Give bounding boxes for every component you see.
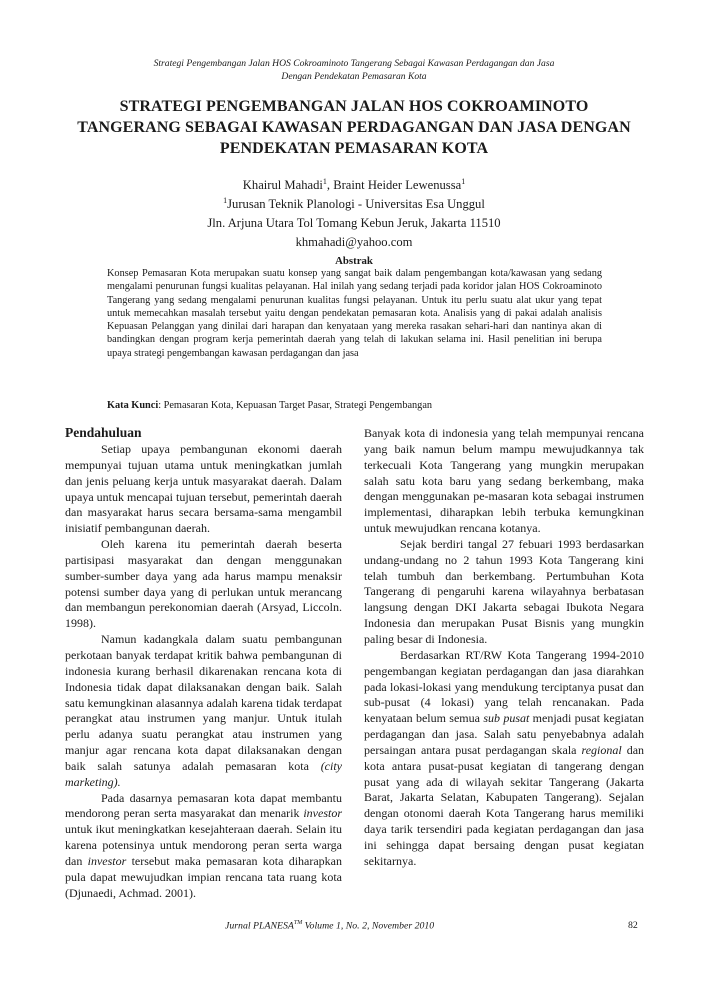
author-1-affil-mark: 1 (322, 176, 327, 186)
left-paragraph-4-emphasis-1: investor (303, 806, 343, 821)
left-paragraph-4-emphasis-2: investor (87, 853, 127, 868)
title-line-2: TANGERANG SEBAGAI KAWASAN PERDAGANGAN DAN JASA DENGAN (77, 119, 631, 136)
author-1: Khairul Mahadi (242, 178, 323, 192)
right-paragraph-3-text-b: menjadi pusat kegiatan perdagangan dan jasa. Salah satu penyebabnya adalah persaingan antara pusat perdagangan skala (364, 711, 644, 757)
affiliation-mark: 1 (223, 195, 228, 205)
title-line-1: STRATEGI PENGEMBANGAN JALAN HOS COKROAMINOTO (119, 98, 589, 115)
author-2: Braint Heider Lewenussa (333, 178, 462, 192)
author-names (150, 176, 558, 195)
affiliation-text: Jurusan Teknik Planologi - Universitas Esa Unggul (227, 197, 485, 211)
right-paragraph-3-emphasis-1: sub pusat (483, 711, 530, 726)
paper-title (50, 96, 658, 159)
email: khmahadi@yahoo.com (295, 235, 413, 249)
page-number: 82 (628, 920, 638, 931)
journal-citation (225, 920, 434, 931)
left-paragraph-4-text-a: Pada dasarnya pemasaran kota dapat membantu mendorong peran serta masyarakat dan menarik (65, 790, 342, 821)
left-paragraph-3 (65, 632, 342, 790)
abstract-heading: Abstrak (335, 255, 373, 267)
left-paragraph-1: Setiap upaya pembangunan ekonomi daerah mempunyai tujuan utama untuk meningkatkan jumlah dan jenis peluang kerja untuk masyarakat daerah. Dalam upaya untuk mencapai tujuan tersebut, pemerintah daerah dan masyarakat harus secara bersama-sama mengambil inisiatif pembangunan daerah. (65, 442, 342, 536)
author-separator: , (326, 178, 334, 192)
left-paragraph-4-text-b: untuk ikut meningkatkan kesejahteraan daerah. Selain itu karena potensinya untuk mendorong peran serta warga dan (65, 822, 342, 868)
running-head-line-2: Dengan Pendekatan Pemasaran Kota (281, 71, 427, 82)
journal-name: Jurnal PLANESA (225, 920, 294, 932)
left-paragraph-4-text-c: tersebut maka pemasaran kota diharapkan pula dapat mewujudkan impian rencana tata ruang kota (Djunaedi, Achmad. 2001). (65, 853, 343, 900)
running-head-line-1: Strategi Pengembangan Jalan HOS Cokroaminoto Tangerang Sebagai Kawasan Perdagangan dan Jasa (153, 58, 555, 69)
address: Jln. Arjuna Utara Tol Tomang Kebun Jeruk, Jakarta 11510 (207, 216, 501, 230)
title-line-3: PENDEKATAN PEMASARAN KOTA (219, 140, 489, 157)
right-column (364, 426, 644, 870)
keywords-text: : Pemasaran Kota, Kepuasan Target Pasar, Strategi Pengembangan (158, 400, 433, 411)
keywords-label: Kata Kunci (107, 400, 159, 411)
abstract-text: Konsep Pemasaran Kota merupakan suatu konsep yang sangat baik dalam pengembangan kota/kawasan yang sedang mengalami penurunan fungsi kualitas pelayanan. Hal inilah yang sedang terjadi pada koridor jalan HOS Cokroaminoto Tangerang yang sedang mengalami penurunan kualitas fungsi pelayanan. Untuk itu perlu suatu alat ukur yang tepat untuk memecahkan masalah tersebut yaitu dengan pendekatan pemasaran kota. Analisis yang di pakai adalah analisis Kepuasan Pelanggan yang dinilai dari harapan dan kenyataan yang mereka rasakan sehari-hari dan nantinya akan di bandingkan dengan program kerja pemerintah daerah yang telah di lakukan selama ini. Hasil penelitian ini berupa upaya strategi pengembangan kawasan perdagangan dan jasa (107, 268, 602, 359)
right-paragraph-2: Sejak berdiri tangal 27 febuari 1993 berdasarkan undang-undang no 2 tahun 1993 Kota Tangerang kini telah tumbuh dan berkembang. Pertumbuhan Kota Tangerang di pengaruhi karena wilayahnya berbatasan langsung dengan DKI Jakarta sebagai Ibukota Negara Indonesia dan merupakan Pusat Bisnis yang mungkin paling besar di Indonesia. (364, 536, 644, 646)
section-heading-pendahuluan: Pendahuluan (65, 425, 142, 440)
journal-volume: Volume 1, No. 2, November 2010 (302, 920, 435, 932)
author-block (150, 176, 558, 252)
right-paragraph-3-text-c: dan kota antara pusat-pusat kegiatan di tangerang dengan pusat yang ada di wilayah sekitar Tangerang (Jakarta Barat, Jakarta Selatan, Kabupaten Tangerang). Sejalan dengan otonomi daerah Kota Tangerang harus memiliki daya tarik tersendiri pada kegiatan perdagangan dan jasa ini sehingga dapat bersaing dengan pusat kegiatan sekitarnya. (364, 742, 645, 868)
left-paragraph-3-emphasis: (city marketing). (65, 758, 343, 789)
author-2-affil-mark: 1 (461, 176, 466, 186)
left-column (65, 424, 342, 901)
right-paragraph-1: Banyak kota di indonesia yang telah mempunyai rencana yang baik namun belum mampu mewujudkannya tak terkecuali Kota Tangerang yang mungkin merupakan salah satu kota baru yang sedang berkembang, maka dengan menggunakan pe-masaran kota sebagai instrumen implementasi, diharapkan lebih terbuka kemungkinan untuk mewujudkan rencana kotanya. (364, 426, 644, 536)
left-paragraph-2: Oleh karena itu pemerintah daerah beserta partisipasi masyarakat dan dengan menggunakan sumber-sumber daya yang ada harus mampu menaksir potensi sumber daya yang di perlukan untuk merancang dan membangun perekonomian daerah (Arsyad, Liccoln. 1998). (65, 537, 342, 631)
left-paragraph-3-text: Namun kadangkala dalam suatu pembangunan perkotaan banyak terdapat kritik bahwa pembangunan di indonesia kurang berhasil dikarenakan rencana kota di Indonesia tidak dapat dilaksanakan dengan baik. Salah satu kemungkinan alasannya adalah karena tidak terdapat perangkat atau instrumen yang manjur. Untuk itulah perlu adanya suatu perangkat atau instrumen yang manjur agar rencana kota dapat dilaksanakan dengan baik salah satunya adalah pemasaran kota (65, 632, 342, 773)
right-paragraph-3-emphasis-2: regional (581, 742, 622, 757)
affiliation (150, 195, 558, 214)
right-paragraph-3 (364, 648, 644, 870)
keywords (107, 400, 602, 411)
left-paragraph-4 (65, 791, 342, 902)
running-head (100, 57, 608, 83)
journal-tm: TM (293, 920, 303, 926)
right-paragraph-3-text-a: Berdasarkan RT/RW Kota Tangerang 1994-2010 pengembangan kegiatan perdagangan dan jasa diarahkan pada lokasi-lokasi yang mendukung terciptanya pusat dan sub-pusat (4 lokasi) yang telah rencanakan. Pada kenyataan belum semua (364, 647, 644, 726)
